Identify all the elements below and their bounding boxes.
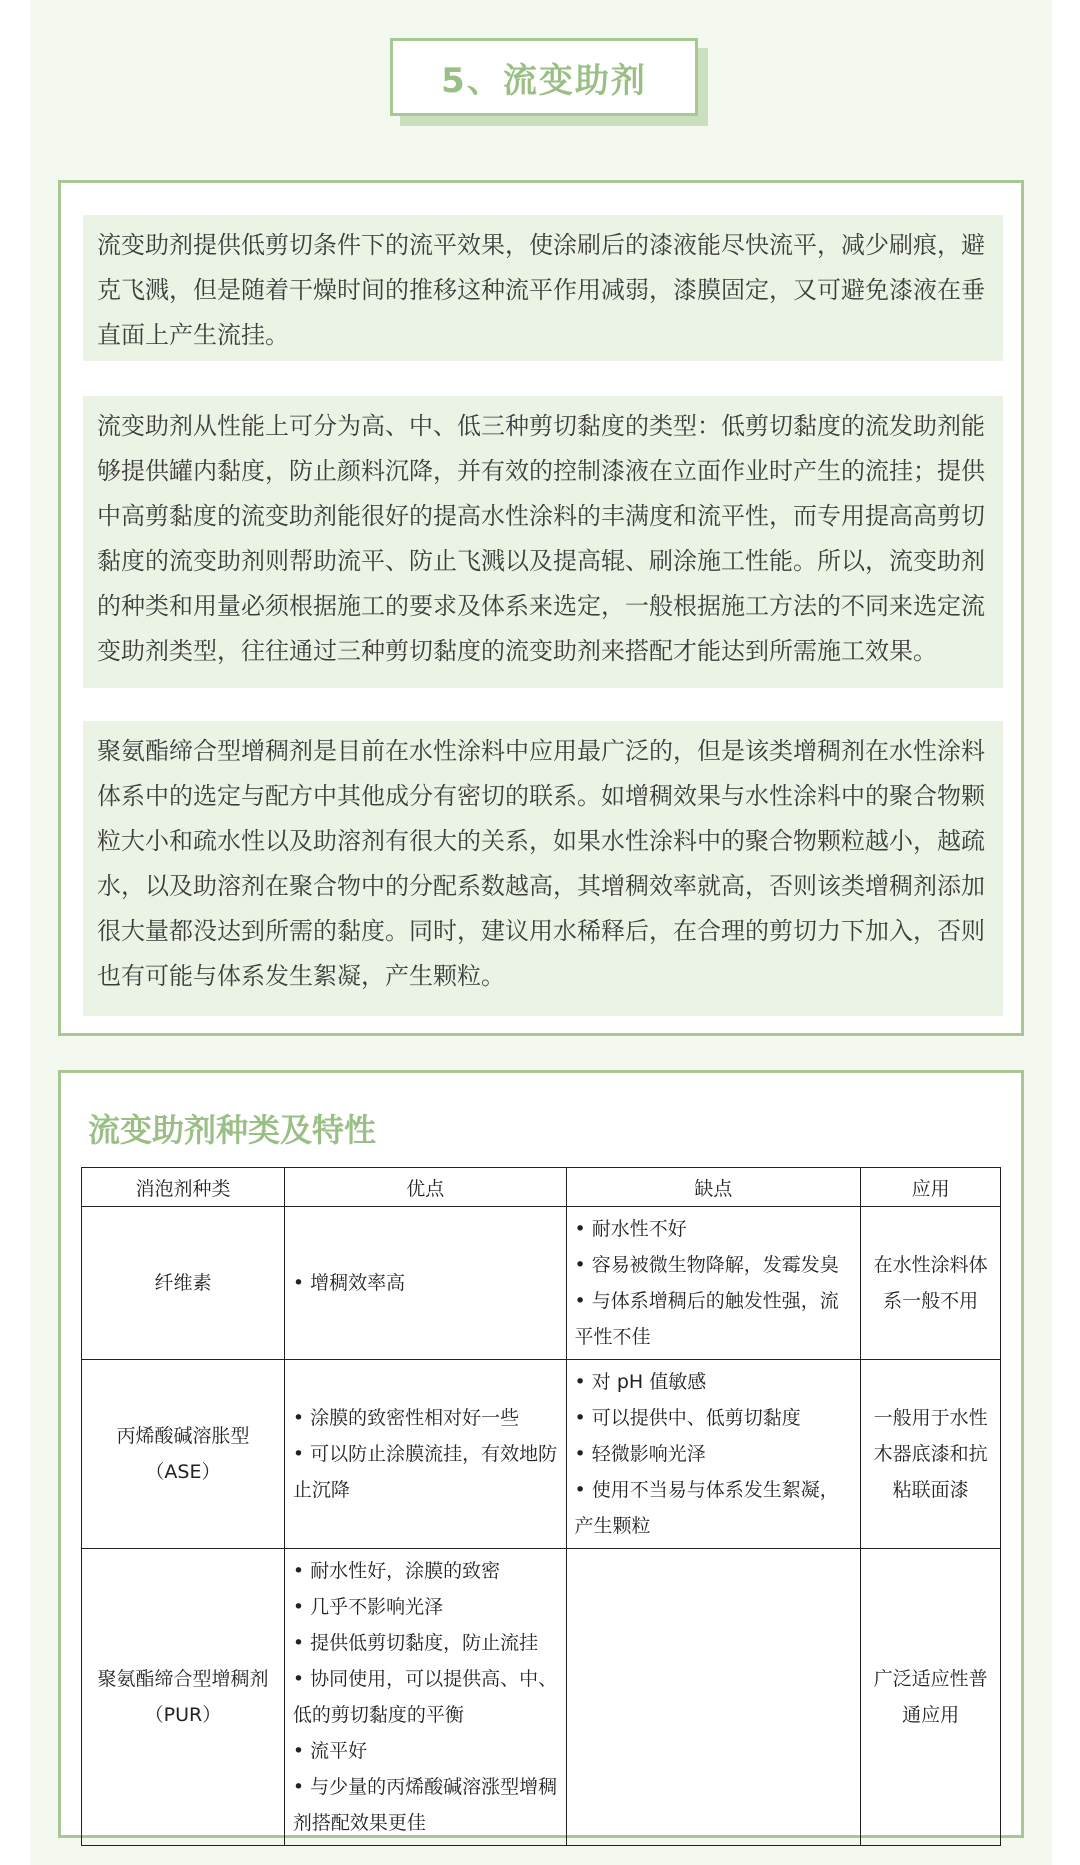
section-title-badge <box>390 38 698 116</box>
cell-cons <box>566 1360 861 1549</box>
pros-list <box>293 1553 558 1841</box>
rheology-table <box>81 1167 1001 1846</box>
header-type: 消泡剂种类 <box>82 1168 285 1207</box>
page-background <box>30 0 1052 1865</box>
type-name: 聚氨酯缔合型增稠剂 <box>97 1668 269 1690</box>
cell-pros <box>284 1207 566 1360</box>
type-name: 纤维素 <box>154 1272 212 1294</box>
list-item: • 涂膜的致密性相对好一些 <box>293 1400 558 1436</box>
pros-list <box>293 1265 558 1301</box>
cell-application: 一般用于水性木器底漆和抗粘联面漆 <box>861 1360 1001 1549</box>
list-item: • 轻微影响光泽 <box>575 1436 853 1472</box>
header-pros: 优点 <box>284 1168 566 1207</box>
pros-list <box>293 1400 558 1508</box>
cell-pros <box>284 1549 566 1846</box>
list-item: • 与体系增稠后的触发性强，流平性不佳 <box>575 1283 853 1355</box>
cell-type <box>82 1207 285 1360</box>
list-item: • 与少量的丙烯酸碱溶涨型增稠剂搭配效果更佳 <box>293 1769 558 1841</box>
cell-cons <box>566 1549 861 1846</box>
header-cons: 缺点 <box>566 1168 861 1207</box>
paragraph-2: 流变助剂从性能上可分为高、中、低三种剪切黏度的类型：低剪切黏度的流发助剂能够提供罐内黏度，防止颜料沉降，并有效的控制漆液在立面作业时产生的流挂；提供中高剪黏度的流变助剂能很好的提高水性涂料的丰满度和流平性，而专用提高高剪切黏度的流变助剂则帮助流平、防止飞溅以及提高辊、刷涂施工性能。所以，流变助剂的种类和用量必须根据施工的要求及体系来选定，一般根据施工方法的不同来选定流变助剂类型，往往通过三种剪切黏度的流变助剂来搭配才能达到所需施工效果。 <box>83 396 1003 688</box>
table-header-row <box>82 1168 1001 1207</box>
cons-list <box>575 1211 853 1355</box>
type-abbr: （ASE） <box>145 1461 221 1483</box>
table-row <box>82 1207 1001 1360</box>
type-abbr: （PUR） <box>144 1704 222 1726</box>
list-item: • 对 pH 值敏感 <box>575 1364 853 1400</box>
list-item: • 耐水性不好 <box>575 1211 853 1247</box>
cell-application: 在水性涂料体系一般不用 <box>861 1207 1001 1360</box>
list-item: • 容易被微生物降解，发霉发臭 <box>575 1247 853 1283</box>
list-item: • 增稠效率高 <box>293 1265 558 1301</box>
paragraph-3: 聚氨酯缔合型增稠剂是目前在水性涂料中应用最广泛的，但是该类增稠剂在水性涂料体系中的选定与配方中其他成分有密切的联系。如增稠效果与水性涂料中的聚合物颗粒大小和疏水性以及助溶剂有很大的关系，如果水性涂料中的聚合物颗粒越小，越疏水，以及助溶剂在聚合物中的分配系数越高，其增稠效率就高，否则该类增稠剂添加很大量都没达到所需的黏度。同时，建议用水稀释后，在合理的剪切力下加入，否则也有可能与体系发生絮凝，产生颗粒。 <box>83 721 1003 1016</box>
table-row <box>82 1360 1001 1549</box>
table-row <box>82 1549 1001 1846</box>
header-application: 应用 <box>861 1168 1001 1207</box>
paragraph-1: 流变助剂提供低剪切条件下的流平效果，使涂刷后的漆液能尽快流平，减少刷痕，避克飞溅，但是随着干燥时间的推移这种流平作用减弱，漆膜固定，又可避免漆液在垂直面上产生流挂。 <box>83 215 1003 361</box>
list-item: • 使用不当易与体系发生絮凝，产生颗粒 <box>575 1472 853 1544</box>
cell-type <box>82 1360 285 1549</box>
list-item: • 提供低剪切黏度，防止流挂 <box>293 1625 558 1661</box>
type-name: 丙烯酸碱溶胀型 <box>116 1425 250 1447</box>
cell-cons <box>566 1207 861 1360</box>
list-item: • 流平好 <box>293 1733 558 1769</box>
list-item: • 协同使用，可以提供高、中、低的剪切黏度的平衡 <box>293 1661 558 1733</box>
section-title: 5、流变助剂 <box>390 38 698 116</box>
table-box <box>58 1070 1024 1838</box>
cell-application: 广泛适应性普通应用 <box>861 1549 1001 1846</box>
list-item: • 可以提供中、低剪切黏度 <box>575 1400 853 1436</box>
intro-text-box <box>58 180 1024 1036</box>
table-title: 流变助剂种类及特性 <box>88 1111 377 1149</box>
list-item: • 几乎不影响光泽 <box>293 1589 558 1625</box>
list-item: • 可以防止涂膜流挂，有效地防止沉降 <box>293 1436 558 1508</box>
cell-pros <box>284 1360 566 1549</box>
cell-type <box>82 1549 285 1846</box>
cons-list <box>575 1364 853 1544</box>
list-item: • 耐水性好，涂膜的致密 <box>293 1553 558 1589</box>
